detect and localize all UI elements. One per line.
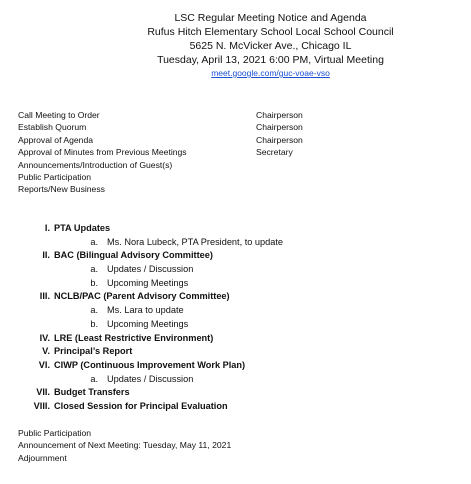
outline-subitem	[0, 277, 471, 291]
outline-heading: LRE (Least Restrictive Environment)	[54, 332, 214, 343]
school-address: 5625 N. McVicker Ave., Chicago IL	[189, 40, 352, 52]
outline-numeral: V.	[42, 346, 50, 357]
agenda-item-role: Chairperson	[256, 122, 303, 133]
outline-section-nclb-pac	[0, 290, 471, 304]
agenda-item-label: Call Meeting to Order	[18, 110, 100, 120]
agenda-item-label: Establish Quorum	[18, 122, 87, 133]
outline-subitem-text: Upcoming Meetings	[107, 277, 189, 288]
outline-numeral: III.	[39, 291, 50, 302]
outline-subitem	[0, 263, 471, 277]
outline-heading: Principal’s Report	[54, 346, 133, 357]
outline-section-budget	[0, 386, 471, 400]
agenda-item-label: Announcements/Introduction of Guest(s)	[18, 159, 173, 170]
closing-items	[18, 427, 231, 464]
agenda-list	[18, 109, 458, 196]
outline-letter: b.	[90, 318, 98, 329]
outline-heading: Closed Session for Principal Evaluation	[54, 400, 228, 411]
outline-numeral: VII.	[36, 387, 50, 398]
outline-section-ciwp	[0, 359, 471, 373]
outline-subitem-text: Ms. Lara to update	[107, 305, 184, 316]
agenda-item-label: Approval of Agenda	[18, 134, 94, 145]
agenda-item	[18, 146, 458, 158]
outline-letter: a.	[90, 373, 98, 384]
document-title: LSC Regular Meeting Notice and Agenda	[174, 12, 367, 24]
meeting-datetime: Tuesday, April 13, 2021 6:00 PM, Virtual Meeting	[157, 54, 384, 66]
outline-heading: NCLB/PAC (Parent Advisory Committee)	[54, 291, 230, 302]
outline-section-pta	[0, 222, 471, 236]
agenda-item	[18, 159, 458, 171]
outline-section-principal-report	[0, 345, 471, 359]
outline-subitem	[0, 304, 471, 318]
outline-heading: BAC (Bilingual Advisory Committee)	[54, 250, 213, 261]
next-meeting-announcement: Announcement of Next Meeting: Tuesday, May 11, 2021	[18, 440, 232, 451]
outline-heading: PTA Updates	[54, 223, 111, 233]
public-participation: Public Participation	[18, 428, 92, 438]
agenda-item	[18, 171, 458, 183]
outline-section-lre	[0, 332, 471, 346]
agenda-item-role: Chairperson	[256, 110, 303, 120]
outline-subitem-text: Upcoming Meetings	[107, 318, 189, 329]
business-outline	[0, 222, 471, 414]
outline-letter: a.	[90, 305, 98, 316]
outline-subitem-text: Ms. Nora Lubeck, PTA President, to update	[107, 236, 284, 247]
agenda-item	[18, 134, 458, 146]
agenda-item	[18, 121, 458, 133]
agenda-item-label: Approval of Minutes from Previous Meetings	[18, 147, 187, 158]
agenda-item-label: Reports/New Business	[18, 184, 105, 195]
outline-subitem-text: Updates / Discussion	[107, 264, 194, 275]
agenda-item-label: Public Participation	[18, 171, 92, 182]
outline-numeral: VI.	[38, 359, 50, 370]
outline-numeral: VIII.	[33, 400, 50, 411]
outline-subitem	[0, 236, 471, 250]
outline-section-bac	[0, 249, 471, 263]
adjournment: Adjournment	[18, 452, 67, 463]
outline-numeral: II.	[42, 250, 50, 261]
agenda-item	[18, 183, 458, 195]
council-name: Rufus Hitch Elementary School Local School Council	[147, 26, 394, 38]
document-header	[0, 11, 471, 80]
outline-numeral: I.	[44, 223, 50, 233]
outline-section-closed-session	[0, 400, 471, 414]
meeting-link[interactable]: meet.google.com/guc-voae-vso	[211, 68, 330, 78]
outline-subitem	[0, 373, 471, 387]
outline-subitem	[0, 318, 471, 332]
agenda-item-role: Secretary	[256, 147, 293, 158]
outline-letter: a.	[90, 264, 98, 275]
outline-heading: Budget Transfers	[54, 387, 130, 398]
agenda-item-role: Chairperson	[256, 134, 303, 145]
outline-numeral: IV.	[39, 332, 50, 343]
outline-letter: a.	[90, 236, 98, 247]
outline-letter: b.	[90, 277, 98, 288]
agenda-item	[18, 109, 458, 121]
outline-heading: CIWP (Continuous Improvement Work Plan)	[54, 359, 246, 370]
outline-subitem-text: Updates / Discussion	[107, 373, 194, 384]
